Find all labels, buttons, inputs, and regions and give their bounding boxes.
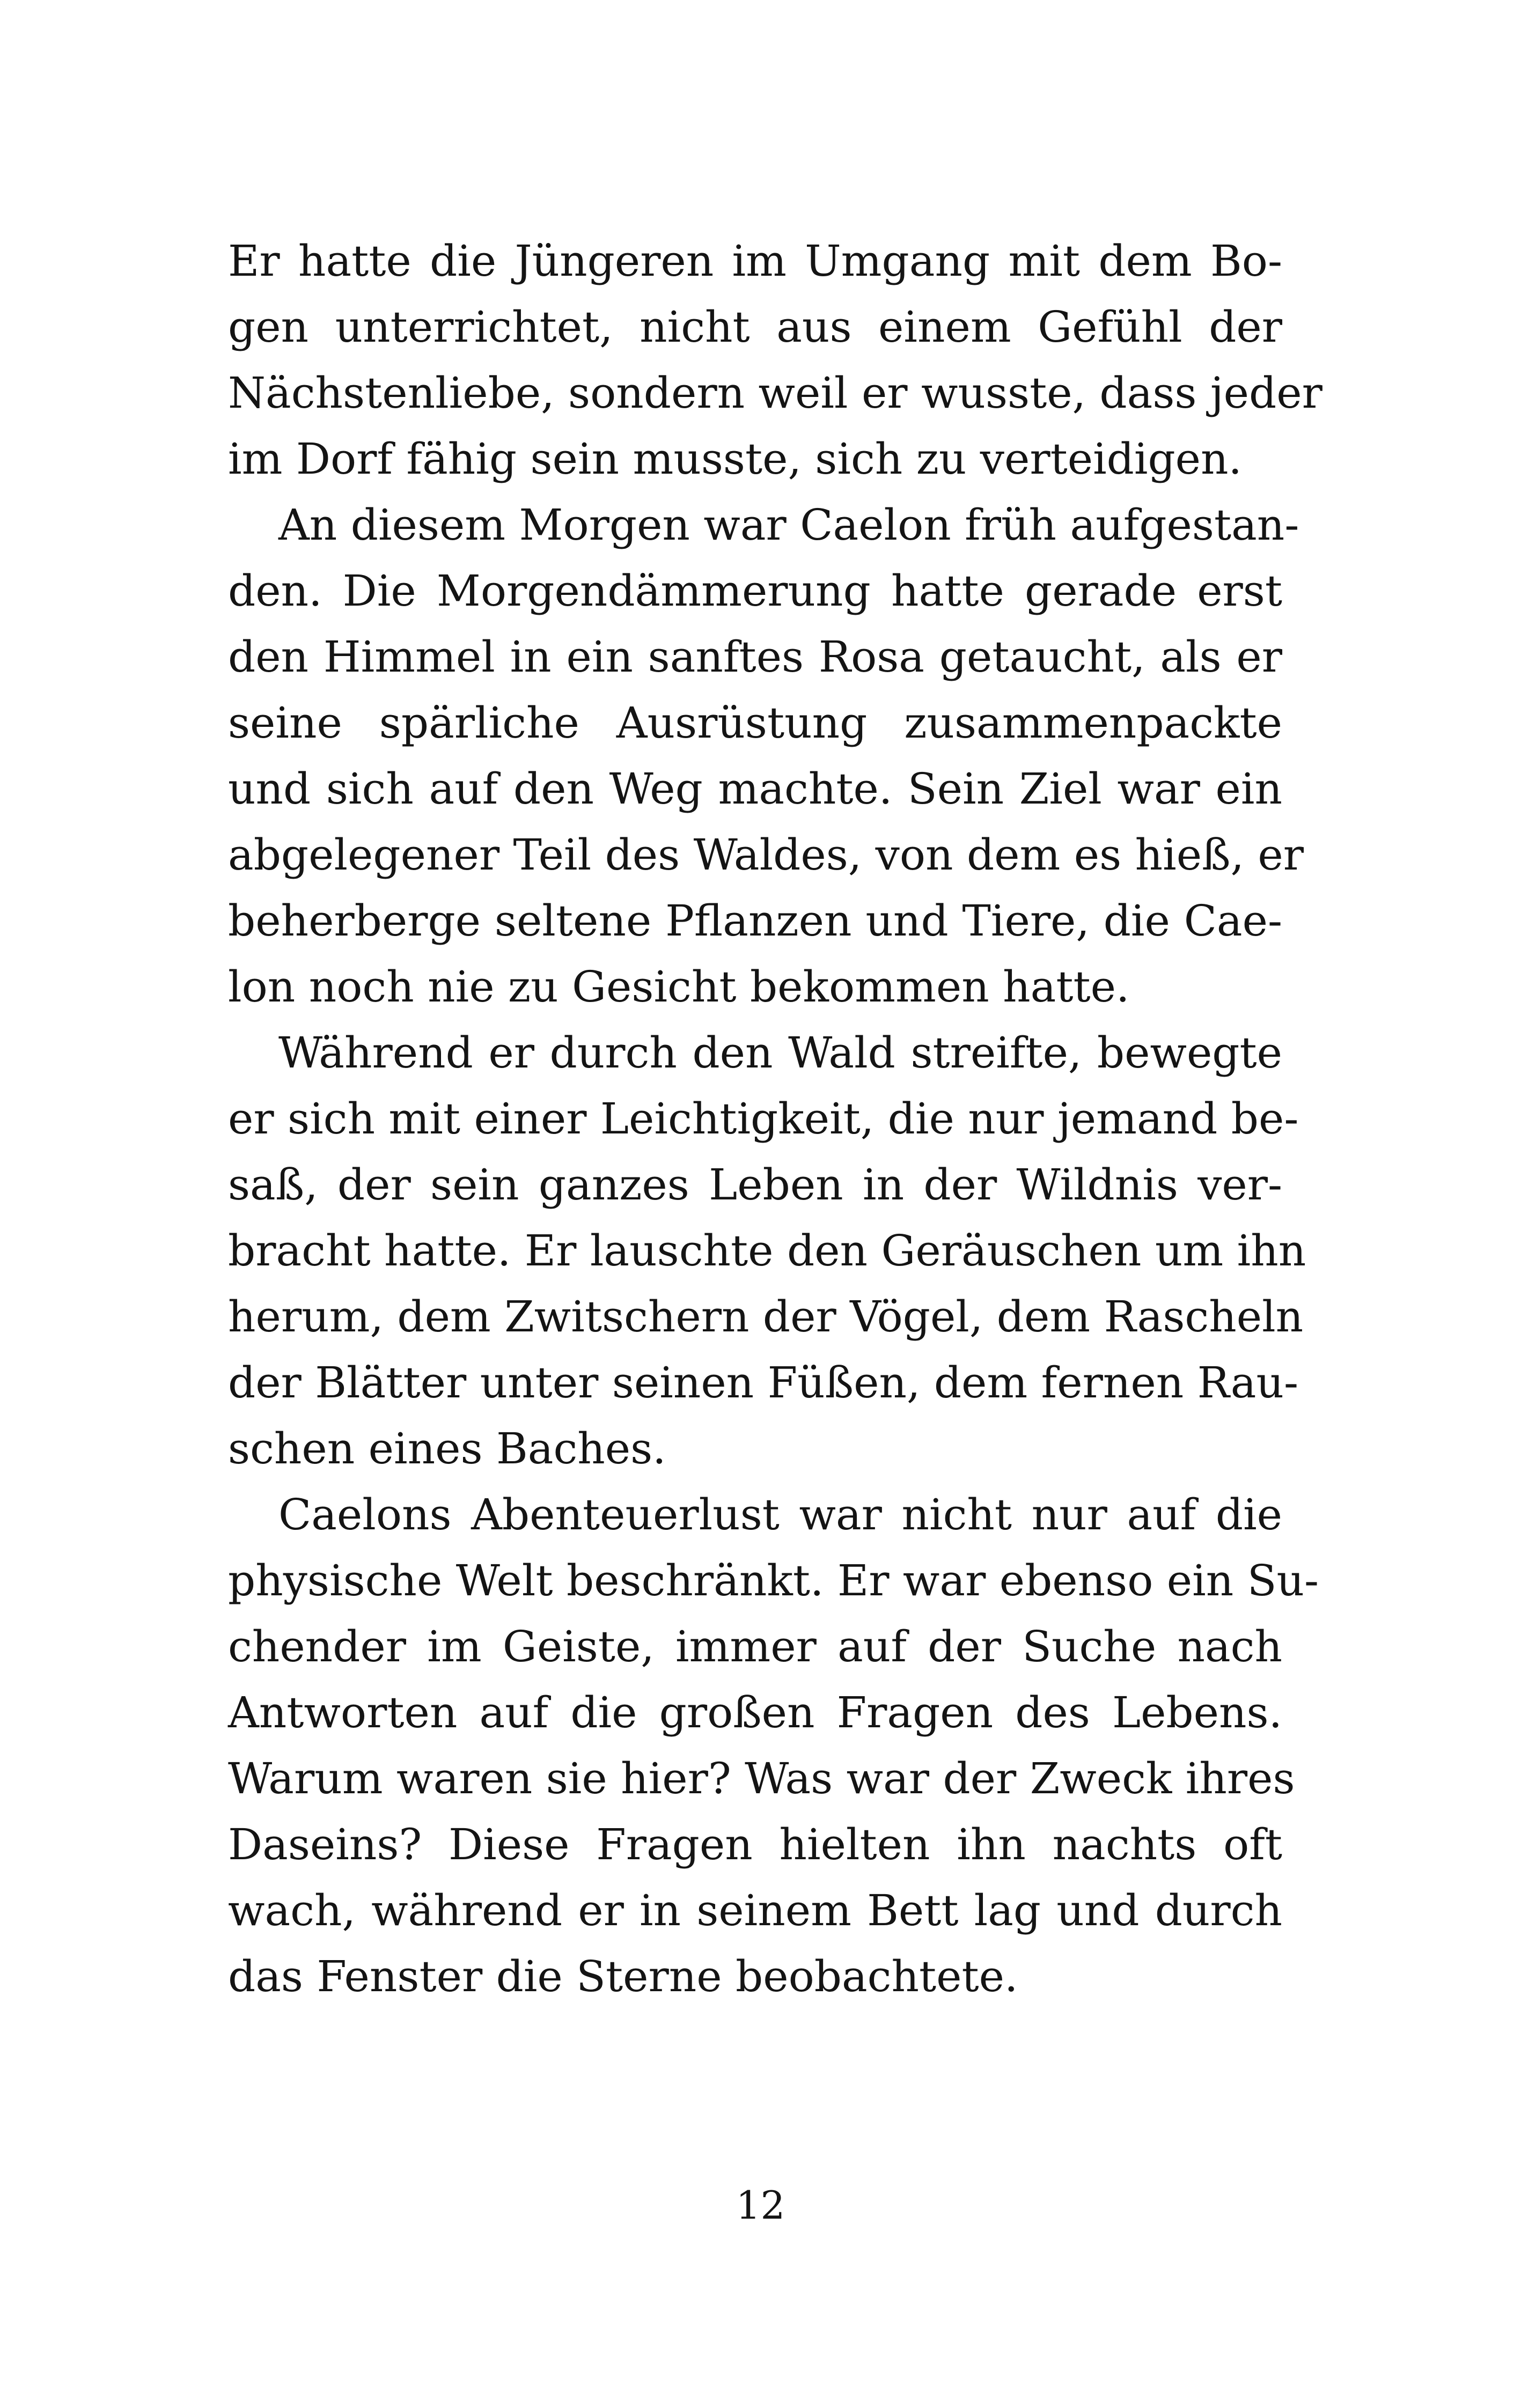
text-line: den. Die Morgendämmerung hatte gerade erst — [228, 566, 1282, 616]
text-line: lon noch nie zu Gesicht bekommen hatte. — [228, 962, 1130, 1012]
text-line: wach, während er in seinem Bett lag und durch — [228, 1886, 1282, 1935]
text-line: er sich mit einer Leichtigkeit, die nur jemand be- — [228, 1094, 1299, 1144]
text-line: bracht hatte. Er lauschte den Geräuschen um ihn — [228, 1226, 1306, 1276]
text-line: gen unterrichtet, nicht aus einem Gefühl der — [228, 302, 1282, 352]
text-line: beherberge seltene Pflanzen und Tiere, die Cae- — [228, 896, 1282, 946]
body-text — [228, 228, 1322, 2009]
text-line: Er hatte die Jüngeren im Umgang mit dem Bo- — [228, 236, 1282, 286]
text-line: chender im Geiste, immer auf der Suche nach — [228, 1622, 1282, 1671]
text-line: physische Welt beschränkt. Er war ebenso ein Su- — [228, 1556, 1319, 1606]
text-line: schen eines Baches. — [228, 1424, 666, 1474]
text-line: und sich auf den Weg machte. Sein Ziel war ein — [228, 764, 1282, 814]
text-line: seine spärliche Ausrüstung zusammenpackte — [228, 698, 1282, 748]
text-line: das Fenster die Sterne beobachtete. — [228, 1952, 1018, 2001]
text-line: abgelegener Teil des Waldes, von dem es hieß, er — [228, 830, 1304, 880]
text-line: Während er durch den Wald streifte, bewegte — [278, 1028, 1282, 1078]
text-line: Nächstenliebe, sondern weil er wusste, dass jeder — [228, 368, 1322, 418]
text-line: im Dorf fähig sein musste, sich zu verteidigen. — [228, 434, 1242, 484]
text-line: Warum waren sie hier? Was war der Zweck ihres — [228, 1754, 1295, 1803]
text-line: Antworten auf die großen Fragen des Lebens. — [228, 1688, 1282, 1737]
text-line: Caelons Abenteuerlust war nicht nur auf die — [278, 1490, 1282, 1540]
text-line: saß, der sein ganzes Leben in der Wildnis ver- — [228, 1160, 1282, 1210]
text-line: den Himmel in ein sanftes Rosa getaucht, als er — [228, 632, 1282, 682]
text-line: Daseins? Diese Fragen hielten ihn nachts oft — [228, 1820, 1282, 1869]
text-line: An diesem Morgen war Caelon früh aufgestan- — [278, 500, 1299, 550]
page-number: 12 — [736, 2183, 785, 2228]
text-line: herum, dem Zwitschern der Vögel, dem Rascheln — [228, 1292, 1304, 1342]
text-line: der Blätter unter seinen Füßen, dem fernen Rau- — [228, 1358, 1298, 1408]
